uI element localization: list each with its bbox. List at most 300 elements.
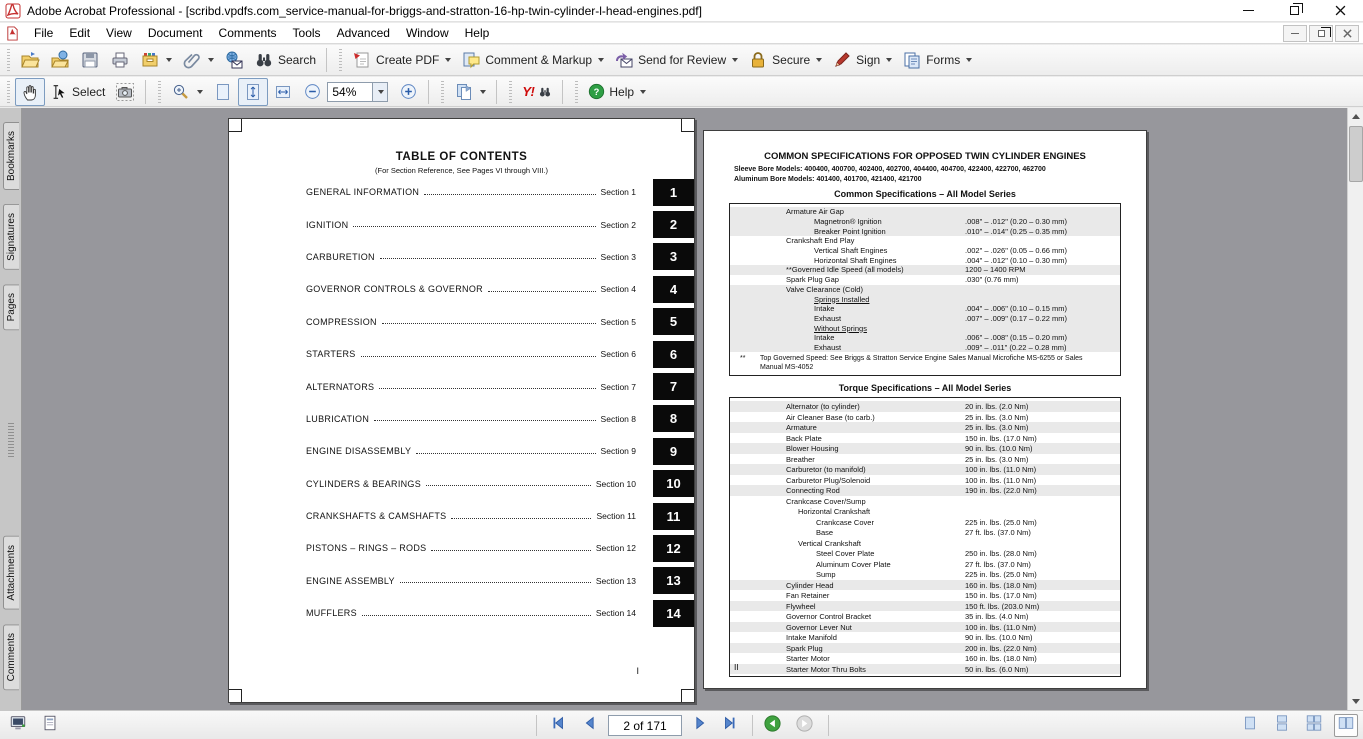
- toc-entry: [229, 273, 694, 305]
- statusbar: [0, 710, 1363, 739]
- toc-entry-section: Section 3: [600, 251, 636, 262]
- continuous-facing-icon: [1305, 714, 1323, 737]
- toc-entry-label: STARTERS: [306, 349, 356, 360]
- section-tab-marker: 5: [653, 308, 694, 335]
- spec-value: .004" – .012" (0.10 – 0.30 mm): [965, 255, 1068, 265]
- facing-view-button[interactable]: [1334, 714, 1358, 737]
- comment-markup-label: Comment & Markup: [485, 53, 593, 67]
- attach-button[interactable]: [177, 46, 219, 74]
- pdf-page-toc: [228, 118, 695, 703]
- spec-value: 90 in. lbs. (10.0 Nm): [965, 444, 1033, 454]
- zoom-out-icon: [303, 82, 322, 101]
- torque-specs-heading: Torque Specifications – All Model Series: [838, 383, 1012, 394]
- section-tab-marker: 10: [653, 470, 694, 497]
- torque-specs-table: [729, 397, 1121, 677]
- section-tab-marker: 7: [653, 373, 694, 400]
- continuous-icon: [1273, 714, 1291, 737]
- snapshot-icon: [115, 82, 135, 102]
- toolbar-separator: [428, 80, 429, 104]
- hand-tool-button[interactable]: [15, 78, 45, 106]
- page-number-roman: II: [734, 662, 739, 672]
- crop-mark: [229, 689, 242, 702]
- spec-label: Starter Motor: [786, 654, 830, 664]
- yahoo-search-button[interactable]: [517, 80, 557, 103]
- spec-row: [730, 538, 1120, 549]
- toc-dot-leader: [361, 356, 596, 357]
- attach-icon: [182, 50, 202, 70]
- spec-value: 225 in. lbs. (25.0 Nm): [965, 517, 1037, 527]
- view-toolbar: [0, 77, 1363, 107]
- page-size-button[interactable]: [38, 714, 62, 737]
- single-page-icon: [1241, 714, 1259, 737]
- toc-entry-section: Section 10: [595, 478, 636, 489]
- toc-dot-leader: [451, 518, 591, 519]
- section-tab-marker: 12: [653, 535, 694, 562]
- fit-width-button[interactable]: [268, 78, 298, 106]
- spec-label: Intake: [814, 333, 835, 343]
- toc-entry-label: IGNITION: [306, 219, 349, 230]
- organizer-icon: [140, 50, 160, 70]
- spec-value: 25 in. lbs. (3.0 Nm): [965, 412, 1029, 422]
- tab-signatures[interactable]: Signatures: [3, 204, 19, 270]
- spec-label: Valve Clearance (Cold): [786, 284, 863, 294]
- spec-row: [730, 265, 1120, 275]
- toolbar-grip[interactable]: [338, 49, 343, 71]
- menu-item[interactable]: Window: [405, 26, 449, 40]
- torque-specs-rows: [730, 401, 1120, 674]
- help-button[interactable]: [583, 79, 651, 104]
- spec-label: Governor Lever Nut: [786, 622, 852, 632]
- zoom-tool-button[interactable]: [166, 78, 208, 106]
- toolbar-grip[interactable]: [157, 81, 162, 103]
- zoom-in-button[interactable]: [394, 78, 423, 105]
- spec-row: [730, 255, 1120, 265]
- forms-label: Forms: [926, 53, 961, 67]
- toc-dot-leader: [379, 388, 595, 389]
- toc-entry-label: GENERAL INFORMATION: [306, 187, 420, 198]
- open-button[interactable]: [15, 46, 45, 74]
- doc-restore-button[interactable]: [1309, 25, 1333, 42]
- open-web-button[interactable]: [45, 46, 75, 74]
- menu-item[interactable]: Tools: [292, 26, 321, 40]
- zoom-out-button[interactable]: [298, 78, 327, 105]
- zoom-tool-dropdown-arrow: [197, 90, 203, 94]
- prev-page-icon: [581, 714, 599, 737]
- toc-entry-label: ALTERNATORS: [306, 381, 375, 392]
- restore-button[interactable]: [1271, 0, 1317, 22]
- spec-row: [730, 464, 1120, 475]
- toc-entry-label: PISTONS – RINGS – RODS: [306, 543, 427, 554]
- toc-entry-label: COMPRESSION: [306, 316, 377, 327]
- spec-row: [730, 275, 1120, 285]
- spec-row: [730, 207, 1120, 217]
- spec-value: 90 in. lbs. (10.0 Nm): [965, 633, 1033, 643]
- spec-label: Magnetron® Ignition: [814, 217, 882, 227]
- spec-row: [730, 496, 1120, 507]
- print-icon: [110, 50, 130, 70]
- history-forward-button[interactable]: [792, 714, 816, 737]
- toolbar-grip[interactable]: [440, 81, 445, 103]
- toc-entry-section: Section 14: [595, 608, 636, 619]
- spec-row: [730, 314, 1120, 324]
- toc-subtitle: (For Section Reference, See Pages VI through VIII.): [374, 166, 548, 175]
- spec-row: [730, 333, 1120, 343]
- scroll-up-button[interactable]: [1348, 108, 1363, 125]
- zoom-level-dropdown[interactable]: [373, 82, 388, 102]
- spec-row: [730, 294, 1120, 304]
- spec-value: 100 in. lbs. (11.0 Nm): [965, 465, 1037, 475]
- toc-entry-section: Section 6: [600, 349, 636, 360]
- spec-value: 27 ft. lbs. (37.0 Nm): [965, 559, 1031, 569]
- toolbar-grip[interactable]: [6, 81, 11, 103]
- select-tool-icon: [50, 83, 68, 101]
- spec-label: Flywheel: [786, 601, 816, 611]
- spec-label: Breather: [786, 454, 815, 464]
- crop-mark: [681, 689, 694, 702]
- spec-value: .008" – .012" (0.20 – 0.30 mm): [965, 217, 1068, 227]
- history-back-button[interactable]: [760, 714, 784, 737]
- section-tab-marker: 3: [653, 243, 694, 270]
- pdf-doc-icon: [5, 26, 20, 41]
- spec-value: 1200 – 1400 RPM: [965, 265, 1026, 275]
- comment-markup-button[interactable]: [456, 46, 609, 74]
- spec-value: 150 in. lbs. (17.0 Nm): [965, 591, 1037, 601]
- toolbar-grip[interactable]: [574, 81, 579, 103]
- document-window-controls: [1283, 25, 1359, 42]
- spec-row: [730, 517, 1120, 528]
- first-page-icon: [549, 714, 567, 737]
- spec-label: Without Springs: [814, 323, 867, 333]
- menu-item[interactable]: File: [34, 26, 54, 40]
- spec-value: 160 in. lbs. (18.0 Nm): [965, 654, 1037, 664]
- section-tab-marker: 6: [653, 341, 694, 368]
- forms-dropdown-arrow: [966, 58, 972, 62]
- toolbar-separator: [326, 48, 327, 72]
- crop-mark: [229, 119, 242, 132]
- search-icon: [254, 50, 274, 70]
- spec-label: Alternator (to cylinder): [786, 402, 860, 412]
- organizer-button[interactable]: [135, 46, 177, 74]
- sign-dropdown-arrow: [886, 58, 892, 62]
- spec-row: [730, 433, 1120, 444]
- spec-value: 27 ft. lbs. (37.0 Nm): [965, 528, 1031, 538]
- spec-row: [730, 454, 1120, 465]
- toc-dot-leader: [382, 323, 596, 324]
- spec-row: [730, 401, 1120, 412]
- menu-item[interactable]: View: [106, 26, 132, 40]
- toc-dot-leader: [380, 258, 596, 259]
- svg-text:?: ?: [594, 87, 600, 98]
- section-tab-marker: 2: [653, 211, 694, 238]
- last-page-icon: [721, 714, 739, 737]
- window-controls: [1225, 0, 1363, 22]
- spec-label: Vertical Crankshaft: [798, 538, 861, 548]
- toc-entry-section: Section 1: [600, 187, 636, 198]
- spec-value: 20 in. lbs. (2.0 Nm): [965, 402, 1029, 412]
- actual-size-icon: [213, 82, 233, 102]
- open-web-icon: [50, 50, 70, 70]
- menu-list: [26, 24, 497, 42]
- spec-value: 100 in. lbs. (11.0 Nm): [965, 475, 1037, 485]
- spec-label: Starter Motor Thru Bolts: [786, 664, 866, 674]
- titlebar: [0, 0, 1363, 22]
- toc-entry-section: Section 11: [596, 511, 636, 522]
- toolbar-grip[interactable]: [508, 81, 513, 103]
- send-review-button[interactable]: [609, 46, 743, 74]
- toc-entry-label: CARBURETION: [306, 251, 375, 262]
- spec-label: Blower Housing: [786, 444, 839, 454]
- vertical-scrollbar[interactable]: [1347, 108, 1363, 710]
- email-button[interactable]: [219, 46, 249, 74]
- forms-icon: [902, 50, 922, 70]
- spec-label: Connecting Rod: [786, 486, 840, 496]
- crop-mark: [681, 119, 694, 132]
- spec-label: Intake: [814, 304, 835, 314]
- toc-entry-section: Section 9: [600, 446, 636, 457]
- comment-markup-icon: [461, 50, 481, 70]
- preferences-screen-button[interactable]: [6, 714, 30, 737]
- toc-dot-leader: [416, 453, 595, 454]
- menu-item[interactable]: Document: [147, 26, 203, 40]
- tab-attachments[interactable]: Attachments: [3, 536, 19, 610]
- toc-entry-section: Section 7: [600, 381, 636, 392]
- toc-entry: [229, 468, 694, 500]
- toc-dot-leader: [431, 550, 590, 551]
- toc-entry: [229, 338, 694, 370]
- spec-title: COMMON SPECIFICATIONS FOR OPPOSED TWIN CYLINDER ENGINES: [764, 151, 1086, 162]
- toc-title: TABLE OF CONTENTS: [395, 151, 528, 163]
- common-specs-heading: Common Specifications – All Model Series: [834, 189, 1016, 199]
- window-title: Adobe Acrobat Professional - [scribd.vpdfs.com_service-manual-for-briggs-and-stratton-16-hp-twin-cylinder-l-head-engines.pdf]: [27, 3, 702, 18]
- zoom-in-icon: [399, 82, 418, 101]
- first-page-button[interactable]: [546, 714, 570, 737]
- aluminum-bore-models: Aluminum Bore Models: 401400, 401700, 421400, 421700: [734, 176, 922, 183]
- toc-entry: [229, 306, 694, 338]
- pdf-page-specs: [703, 130, 1147, 689]
- scroll-down-icon: [1352, 699, 1360, 704]
- continuous-view-button[interactable]: [1270, 714, 1294, 737]
- spec-label: Carburetor Plug/Solenoid: [786, 475, 871, 485]
- spec-row: [730, 506, 1120, 517]
- spec-row: [730, 285, 1120, 295]
- spec-row: [730, 664, 1120, 675]
- actual-size-button[interactable]: [208, 78, 238, 106]
- attach-dropdown-arrow: [208, 58, 214, 62]
- spec-value: .009" – .011" (0.22 – 0.28 mm): [965, 342, 1067, 352]
- send-review-dropdown-arrow: [732, 58, 738, 62]
- toc-entry-label: ENGINE DISASSEMBLY: [306, 446, 412, 457]
- select-tool-button[interactable]: [45, 79, 110, 105]
- tab-pages[interactable]: Pages: [3, 284, 19, 330]
- doc-close-button[interactable]: [1335, 25, 1359, 42]
- close-button[interactable]: [1317, 0, 1363, 22]
- pages-nav-button[interactable]: [449, 78, 491, 106]
- spec-row: [730, 632, 1120, 643]
- toc-dot-leader: [362, 615, 591, 616]
- sign-button[interactable]: [827, 46, 897, 74]
- open-icon: [20, 50, 40, 70]
- spec-label: Horizontal Shaft Engines: [814, 255, 897, 265]
- common-specs-rows: [730, 207, 1120, 352]
- spec-footnote: [730, 352, 1120, 373]
- spec-row: [730, 246, 1120, 256]
- spec-row: [730, 601, 1120, 612]
- spec-label: Governor Control Bracket: [786, 612, 872, 622]
- spec-value: .030" (0.76 mm): [965, 275, 1019, 285]
- spec-label: Aluminum Cover Plate: [816, 559, 891, 569]
- spec-value: 50 in. lbs. (6.0 Nm): [965, 664, 1029, 674]
- continuous-facing-view-button[interactable]: [1302, 714, 1326, 737]
- toc-entry-label: LUBRICATION: [306, 413, 370, 424]
- organizer-dropdown-arrow: [166, 58, 172, 62]
- help-icon: [588, 83, 605, 100]
- spec-row: [730, 226, 1120, 236]
- file-toolbar: [0, 45, 1363, 76]
- toc-entry: [229, 208, 694, 240]
- toc-dot-leader: [374, 420, 595, 421]
- spec-label: Spark Plug: [786, 643, 823, 653]
- save-icon: [80, 50, 100, 70]
- spec-value: 100 in. lbs. (11.0 Nm): [965, 622, 1037, 632]
- spec-value: 25 in. lbs. (3.0 Nm): [965, 423, 1029, 433]
- sidebar-spacer: [8, 344, 14, 536]
- save-button[interactable]: [75, 46, 105, 74]
- tab-comments[interactable]: Comments: [3, 624, 19, 690]
- toc-entry-section: Section 2: [600, 219, 636, 230]
- doc-minimize-button[interactable]: [1283, 25, 1307, 42]
- section-tab-marker: 8: [653, 405, 694, 432]
- zoom-level-input[interactable]: [327, 82, 373, 102]
- page-size-icon: [41, 714, 59, 737]
- create-pdf-icon: [352, 50, 372, 70]
- toc-entry: [229, 403, 694, 435]
- create-pdf-button[interactable]: [347, 46, 456, 74]
- spec-label: Intake Manifold: [786, 633, 837, 643]
- fit-page-button[interactable]: [238, 78, 268, 106]
- spec-row: [730, 580, 1120, 591]
- pages-nav-icon: [454, 82, 474, 102]
- toc-entry-label: CRANKSHAFTS & CAMSHAFTS: [306, 511, 447, 522]
- section-tab-marker: 1: [653, 179, 694, 206]
- toc-entry: [229, 532, 694, 564]
- spec-label: Horizontal Crankshaft: [798, 507, 871, 517]
- send-review-label: Send for Review: [638, 53, 727, 67]
- toc-list: [229, 176, 694, 629]
- toc-entry-section: Section 5: [600, 316, 636, 327]
- page-indicator-input[interactable]: [608, 715, 682, 736]
- scrollbar-thumb[interactable]: [1349, 126, 1363, 182]
- spec-value: 150 in. lbs. (17.0 Nm): [965, 433, 1037, 443]
- section-tab-marker: 4: [653, 276, 694, 303]
- prev-page-button[interactable]: [578, 714, 602, 737]
- create-pdf-dropdown-arrow: [445, 58, 451, 62]
- spec-row: [730, 412, 1120, 423]
- help-dropdown-arrow: [640, 90, 646, 94]
- forms-button[interactable]: [897, 46, 977, 74]
- page-number-roman: I: [636, 666, 639, 676]
- section-tab-marker: 14: [653, 600, 694, 627]
- acrobat-logo-icon: [5, 3, 21, 19]
- secure-dropdown-arrow: [816, 58, 822, 62]
- search-button[interactable]: [249, 46, 321, 74]
- comment-markup-dropdown-arrow: [598, 58, 604, 62]
- pane-splitter-grip[interactable]: [8, 423, 14, 457]
- spec-row: [730, 611, 1120, 622]
- spec-label: Armature Air Gap: [786, 207, 844, 217]
- toc-dot-leader: [488, 291, 596, 292]
- spec-label: Crankcase Cover: [816, 517, 874, 527]
- yahoo-search-icon: Y!: [522, 84, 535, 99]
- next-page-button[interactable]: [688, 714, 712, 737]
- history-back-icon: [763, 714, 782, 738]
- toc-dot-leader: [426, 485, 591, 486]
- menu-item[interactable]: Advanced: [336, 26, 390, 40]
- statusbar-separator: [752, 715, 753, 736]
- spec-value: 190 in. lbs. (22.0 Nm): [965, 486, 1037, 496]
- minimize-button[interactable]: [1225, 0, 1271, 22]
- toc-entry-section: Section 13: [595, 575, 636, 586]
- spec-row: [730, 569, 1120, 580]
- spec-label: **Governed Idle Speed (all models): [786, 265, 904, 275]
- single-page-view-button[interactable]: [1238, 714, 1262, 737]
- tab-bookmarks[interactable]: Bookmarks: [3, 122, 19, 190]
- toc-entry: [229, 500, 694, 532]
- spec-label: Exhaust: [814, 342, 842, 352]
- spec-value: .004" – .006" (0.10 – 0.15 mm): [965, 304, 1068, 314]
- fit-width-icon: [273, 82, 293, 102]
- footnote-marker: **: [740, 355, 746, 363]
- send-review-icon: [614, 50, 634, 70]
- toc-entry-label: ENGINE ASSEMBLY: [306, 575, 395, 586]
- last-page-button[interactable]: [718, 714, 742, 737]
- email-icon: [224, 50, 244, 70]
- menu-item[interactable]: Comments: [218, 26, 277, 40]
- next-page-icon: [691, 714, 709, 737]
- toc-entry-section: Section 12: [595, 543, 636, 554]
- toc-entry: [229, 241, 694, 273]
- snapshot-button[interactable]: [110, 78, 140, 106]
- spec-label: Vertical Shaft Engines: [814, 246, 888, 256]
- toc-dot-leader: [400, 582, 591, 583]
- section-tab-marker: 11: [653, 503, 694, 530]
- spec-row: [730, 343, 1120, 353]
- help-label: Help: [609, 84, 635, 99]
- toc-entry-label: GOVERNOR CONTROLS & GOVERNOR: [306, 284, 483, 295]
- toolbar-separator: [496, 80, 497, 104]
- toc-entry-label: CYLINDERS & BEARINGS: [306, 478, 422, 489]
- menu-item[interactable]: Edit: [69, 26, 91, 40]
- hand-tool-icon: [20, 82, 40, 102]
- spec-row: [730, 590, 1120, 601]
- search-label: Search: [278, 53, 317, 67]
- spec-label: Breaker Point Ignition: [814, 226, 886, 236]
- spec-value: 250 in. lbs. (28.0 Nm): [965, 549, 1037, 559]
- spec-label: Steel Cover Plate: [816, 549, 875, 559]
- spec-row: [730, 622, 1120, 633]
- secure-button[interactable]: [743, 46, 827, 74]
- toolbar-separator: [145, 80, 146, 104]
- menu-item[interactable]: Help: [464, 26, 490, 40]
- spec-row: [730, 323, 1120, 333]
- print-button[interactable]: [105, 46, 135, 74]
- spec-value: 160 in. lbs. (18.0 Nm): [965, 580, 1037, 590]
- spec-row: [730, 304, 1120, 314]
- spec-label: Carburetor (to manifold): [786, 465, 866, 475]
- spec-row: [730, 422, 1120, 433]
- scroll-down-button[interactable]: [1348, 693, 1363, 710]
- history-forward-icon: [795, 714, 814, 738]
- toolbar-grip[interactable]: [6, 49, 11, 71]
